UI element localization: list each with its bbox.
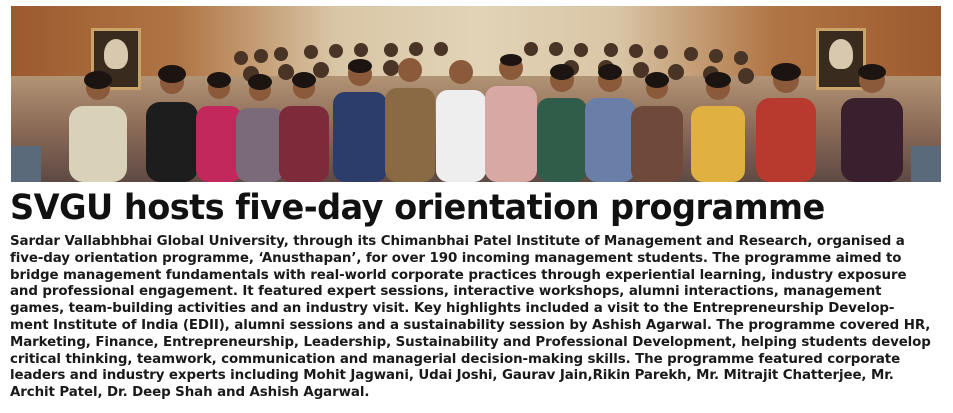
body-line: and professional engagement. It featured expert sessions, interactive workshops, alumni interactions, management	[10, 284, 882, 300]
body-line: Sardar Vallabhbhai Global University, through its Chimanbhai Patel Institute of Management and Research, organised a	[10, 234, 905, 249]
group-photo	[11, 6, 941, 182]
body-line: ment Institute of India (EDII), alumni sessions and a sustainability session by Ashish Agarwal. The programme covered HR,	[10, 317, 931, 333]
body-line: Marketing, Finance, Entrepreneurship, Leadership, Sustainability and Professional Development, helping students develop	[10, 334, 931, 350]
body-line: Archit Patel, Dr. Deep Shah and Ashish Agarwal.	[10, 385, 370, 401]
body-line: leaders and industry experts including Mohit Jagwani, Udai Joshi, Gaurav Jain,Rikin Parekh, Mr. Mitrajit Chatterjee, Mr.	[10, 368, 894, 384]
article-headline: SVGU hosts five-day orientation programme	[10, 188, 825, 228]
article-body	[10, 234, 945, 402]
body-line: critical thinking, teamwork, communication and managerial decision-making skills. The programme featured corporate	[10, 351, 901, 367]
body-line: bridge management fundamentals with real-world corporate practices through experiential learning, industry exposure	[10, 267, 907, 283]
crowd-illustration	[11, 6, 941, 182]
body-line: five-day orientation programme, ‘Anusthapan’, for over 190 incoming management students. The programme aimed to	[10, 250, 902, 266]
body-line: games, team-building activities and an industry visit. Key highlights included a visit to the Entrepreneurship Develop-	[10, 301, 895, 317]
